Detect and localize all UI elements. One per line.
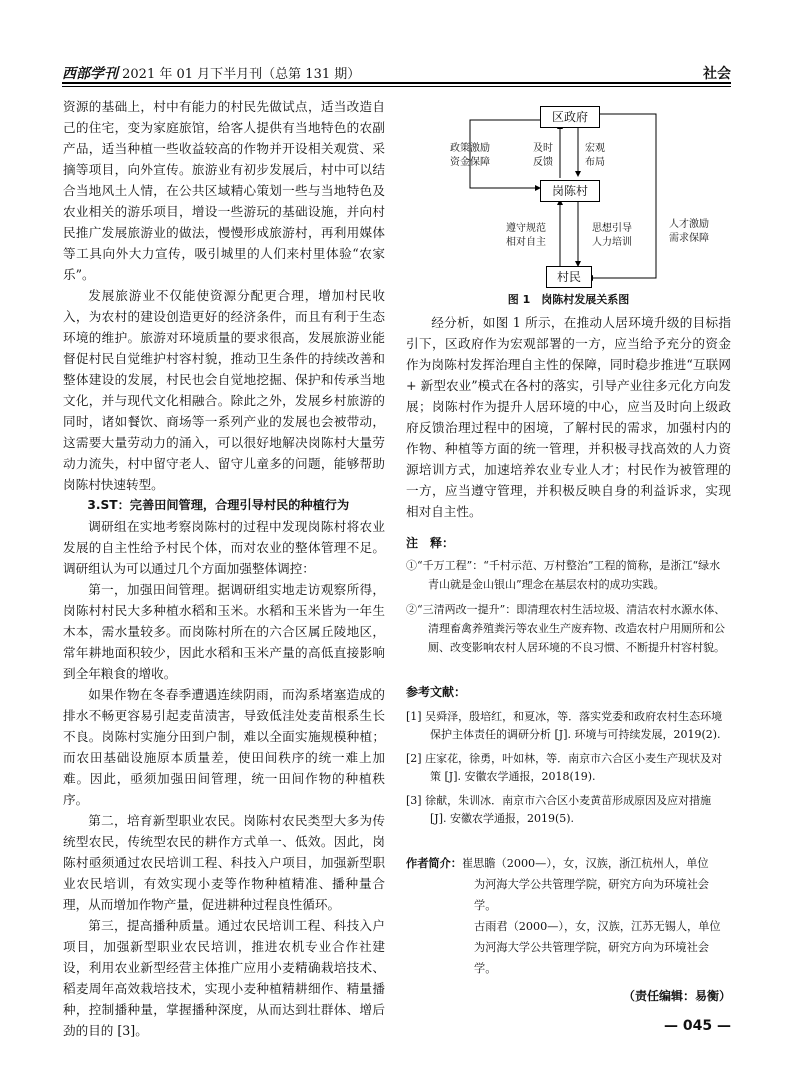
references-section (406, 683, 731, 834)
notes-title: 注 释： (406, 536, 455, 550)
paragraph: 第三，提高播种质量。通过农民培训工程、科技入户项目，加强新型职业农民培训，推进农机专业合作社建设，利用农业新型经营主体推广应用小麦精确栽培技术、稻麦周年高效栽培技术，实现小麦种植精耕细作、精量播种，控制播种量，掌握播种深度，从而达到壮群体、增后劲的目的 [3]。 (63, 918, 385, 1038)
reference-item: [1] 吴舜泽，殷培红，和夏冰，等．落实党委和政府农村生态环境保护主体责任的调研分析 [J]. 环境与可持续发展，2019(2). (406, 709, 723, 741)
page-number: — 045 — (664, 1018, 731, 1034)
right-column (406, 312, 731, 522)
paragraph: 调研组在实地考察岗陈村的过程中发现岗陈村将农业发展的自主性给予村民个体，而对农业的整体管理不足。调研组认为可以通过几个方面加强整体调控： (63, 519, 385, 576)
label-policy: 政策激励 资金保障 (450, 143, 490, 168)
left-column (63, 96, 385, 1041)
note-item: ①“千万工程”：“千村示范、万村整治”工程的简称，是浙江“绿水青山就是金山银山”理念在基层农村的成功实践。 (406, 559, 721, 591)
notes-section (406, 534, 731, 663)
author-1-first: 崔思瞻（2000—），女，汉族，浙江杭州人，单位 (461, 857, 709, 870)
author-bio-label: 作者简介： (406, 857, 462, 870)
node-village: 岗陈村 (540, 180, 600, 202)
paragraph: 发展旅游业不仅能使资源分配更合理，增加村民收入，为农村的建设创造更好的经济条件，而且有利于生态环境的维护。旅游对环境质量的要求很高，发展旅游业能督促村民自觉维护村容村貌，推动卫生条件的持续改善和整体建设的发展，村民也会自觉地挖掘、保护和传承当地文化，并与现代文化相融合。除此之外，发展乡村旅游的同时，诸如餐饮、商场等一系列产业的发展也会被带动，这需要大量劳动力的涌入，可以很好地解决岗陈村大量劳动力流失，村中留守老人、留守儿童多的问题，能够帮助岗陈村快速转型。 (63, 288, 385, 492)
figure-caption: 图 1 岗陈村发展关系图 (507, 293, 630, 306)
node-district-gov: 区政府 (540, 106, 600, 128)
header-rule (62, 82, 731, 84)
node-villagers: 村民 (546, 266, 592, 288)
relationship-diagram (450, 100, 720, 292)
running-header (62, 63, 360, 83)
label-feedback: 及时 反馈 (533, 143, 553, 168)
author-1-rest: 为河海大学公共管理学院，研究方向为环境社会学。 (474, 878, 709, 912)
header-rule-thin (62, 86, 731, 87)
author-1-line (406, 853, 731, 874)
responsible-editor: （责任编辑：易衡） (622, 989, 731, 1003)
label-obey: 遵守规范 相对自主 (506, 223, 546, 248)
label-macro: 宏观 布局 (585, 143, 605, 168)
issue-info: 2021 年 01 月下半月刊（总第 131 期） (122, 67, 361, 82)
section-heading: 3.ST：完善田间管理，合理引导村民的种植行为 (87, 498, 350, 512)
paragraph: 经分析，如图 1 所示，在推动人居环境升级的目标指引下，区政府作为宏观部署的一方，应当给予充分的资金作为岗陈村发挥治理自主性的保障，同时稳步推进“互联网 + 新型农业”模式在各村的落实，引导产业往多元化方向发展；岗陈村作为提升人居环境的中心，应当及时向上级政府反馈治理过程中的困境，了解村民的需求，加强村内的作物、种植等方面的统一管理，并积极寻找高效的人力资源培训方式，加速培养农业专业人才；村民作为被管理的一方，应当遵守管理，并积极反映自身的利益诉求，实现相对自主性。 (406, 315, 731, 519)
journal-name: 西部学刊 (62, 66, 118, 82)
author-bio (406, 853, 731, 979)
reference-item: [3] 徐献，朱训冰．南京市六合区小麦黄苗形成原因及应对措施 [J]. 安徽农学通报，2019(5). (406, 793, 712, 825)
paragraph: 资源的基础上，村中有能力的村民先做试点，适当改造自己的住宅，变为家庭旅馆，给客人提供有当地特色的农副产品，适当种植一些收益较高的作物并开设相关观赏、采摘等项目，向外宣传。旅游业有初步发展后，村中可以结合当地风土人情，在公共区域精心策划一些与当地特色及农业相关的游乐项目，增设一些游玩的基础设施，并向村民推广发展旅游业的做法，慢慢形成旅游村，再利用媒体等工具向外大力宣传，吸引城里的人们来村里体验“农家乐”。 (63, 99, 385, 282)
paragraph: 第一，加强田间管理。据调研组实地走访观察所得，岗陈村村民大多种植水稻和玉米。水稻和玉米皆为一年生木本，需水量较多。而岗陈村所在的六合区属丘陵地区，常年耕地面积较少，因此水稻和玉米产量的高低直接影响到全年粮食的增收。 (63, 582, 385, 681)
references-title: 参考文献： (406, 685, 467, 699)
paragraph: 如果作物在冬春季遭遇连续阴雨，而沟系堵塞造成的排水不畅更容易引起麦苗渍害，导致低洼处麦苗根系生长不良。岗陈村实施分田到户制，难以全面实施规模种植；而农田基础设施原本质量差，使田间秩序的统一难上加难。因此，亟须加强田间管理，统一田间作物的种植秩序。 (63, 687, 385, 807)
label-talent: 人才激励 需求保障 (669, 219, 709, 244)
label-guide: 思想引导 人力培训 (592, 223, 632, 248)
paragraph: 第二，培育新型职业农民。岗陈村农民类型大多为传统型农民，传统型农民的耕作方式单一、低效。因此，岗陈村亟须通过农民培训工程、科技入户项目，加强新型职业农民培训，有效实现小麦等作物种植精准、播种量合理，从而增加作物产量，促进耕种过程良性循环。 (63, 813, 385, 912)
reference-item: [2] 庄家花，徐勇，叶如林，等．南京市六合区小麦生产现状及对策 [J]. 安徽农学通报，2018(19). (406, 751, 723, 783)
author-2-first: 古雨君（2000—），女，汉族，江苏无锡人，单位 (474, 920, 721, 933)
section-name: 社会 (703, 66, 731, 82)
author-2-rest: 为河海大学公共管理学院，研究方向为环境社会学。 (474, 941, 709, 975)
note-item: ②“三清两改一提升”：即清理农村生活垃圾、清洁农村水源水体、清理畜禽养殖粪污等农业生产废弃物、改造农村户用厕所和公厕、改变影响农村人居环境的不良习惯、不断提升村容村貌。 (406, 603, 726, 654)
